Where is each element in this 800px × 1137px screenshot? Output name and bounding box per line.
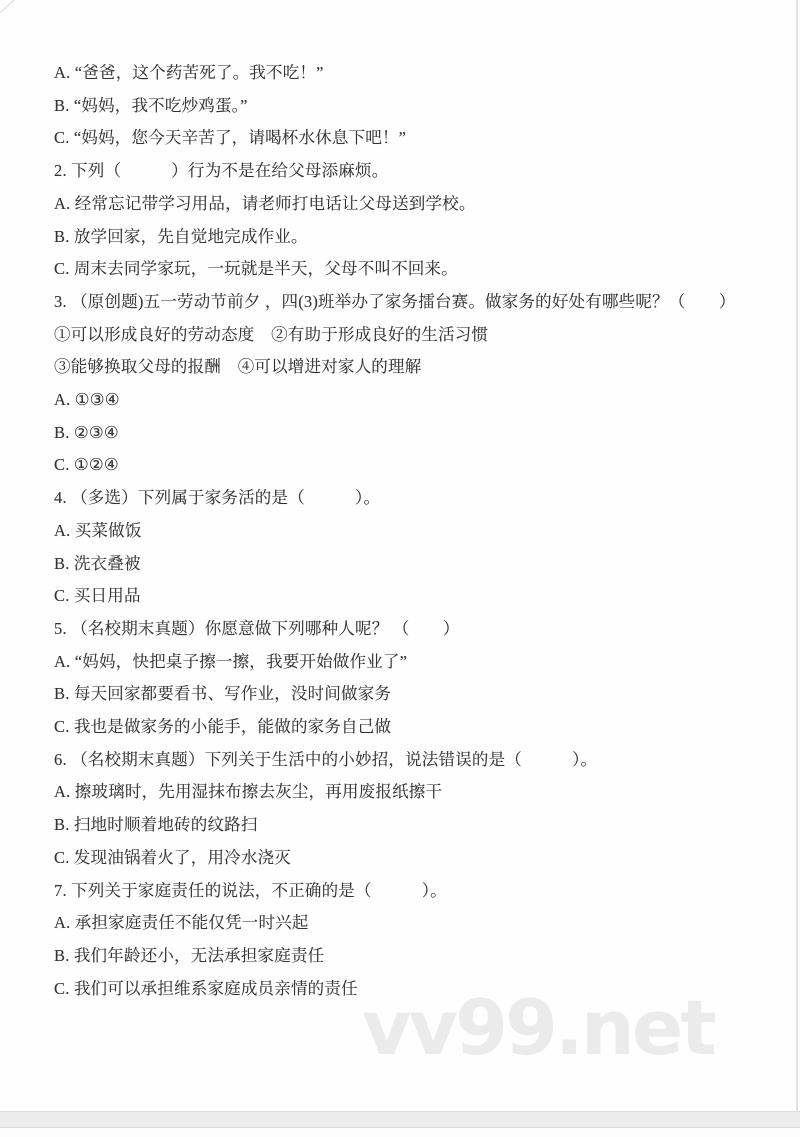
question-option: C. 发现油锅着火了，用冷水浇灭 <box>54 847 291 867</box>
question-option: B. 洗衣叠被 <box>54 553 141 573</box>
question-option: B. 放学回家，先自觉地完成作业。 <box>54 226 308 246</box>
question-option: A. “爸爸，这个药苦死了。我不吃！” <box>54 63 324 82</box>
question-option: C. 我也是做家务的小能手，能做的家务自己做 <box>54 717 392 737</box>
page-separator <box>0 1111 800 1128</box>
question-stem: 6. （名校期末真题）下列关于生活中的小妙招，说法错误的是（ ）。 <box>54 749 598 769</box>
question-stem: 5. （名校期末真题）你愿意做下列哪种人呢？ （ ） <box>54 618 460 638</box>
question-option: B. 我们年龄还小，无法承担家庭责任 <box>54 945 325 965</box>
question-option: C. 周末去同学家玩，一玩就是半天，父母不叫不回来。 <box>54 259 458 279</box>
scan-corner-artifact <box>0 0 15 15</box>
question-statements: ①可以形成良好的劳动态度 ②有助于形成良好的生活习惯 <box>54 324 489 344</box>
question-stem: 3. （原创题)五一劳动节前夕 ，四(3)班举办了家务擂台赛。做家务的好处有哪些呢？（ ） <box>54 291 736 311</box>
question-option: A. 买菜做饭 <box>54 520 142 540</box>
question-option: A. 擦玻璃时，先用湿抹布擦去灰尘，再用废报纸擦干 <box>54 782 443 802</box>
watermark: vv99.net <box>362 983 714 1072</box>
question-statements: ③能够换取父母的报酬 ④可以增进对家人的理解 <box>54 357 422 377</box>
page-right-edge <box>796 0 798 1137</box>
question-option: A. 承担家庭责任不能仅凭一时兴起 <box>54 913 309 933</box>
question-stem: 2. 下列（ ）行为不是在给父母添麻烦。 <box>54 161 389 181</box>
question-stem: 4. （多选）下列属于家务活的是（ ）。 <box>54 488 381 508</box>
question-option: A. ①③④ <box>54 390 120 410</box>
question-option: C. “妈妈，您今天辛苦了，请喝杯水休息下吧！” <box>54 128 407 148</box>
question-option: B. 每天回家都要看书、写作业，没时间做家务 <box>54 684 392 704</box>
question-option: A. “妈妈，快把桌子擦一擦，我要开始做作业了” <box>54 651 408 671</box>
question-option: C. ①②④ <box>54 455 119 475</box>
next-page-top <box>0 1128 800 1137</box>
question-option: C. 我们可以承担维系家庭成员亲情的责任 <box>54 978 358 998</box>
question-option: B. 扫地时顺着地砖的纹路扫 <box>54 815 258 835</box>
question-stem: 7. 下列关于家庭责任的说法，不正确的是（ ）。 <box>54 880 447 900</box>
question-option: B. “妈妈，我不吃炒鸡蛋。” <box>54 95 248 115</box>
question-option: C. 买日用品 <box>54 586 141 606</box>
question-option: B. ②③④ <box>54 422 119 442</box>
question-option: A. 经常忘记带学习用品，请老师打电话让父母送到学校。 <box>54 193 476 213</box>
worksheet-body <box>54 57 764 1005</box>
